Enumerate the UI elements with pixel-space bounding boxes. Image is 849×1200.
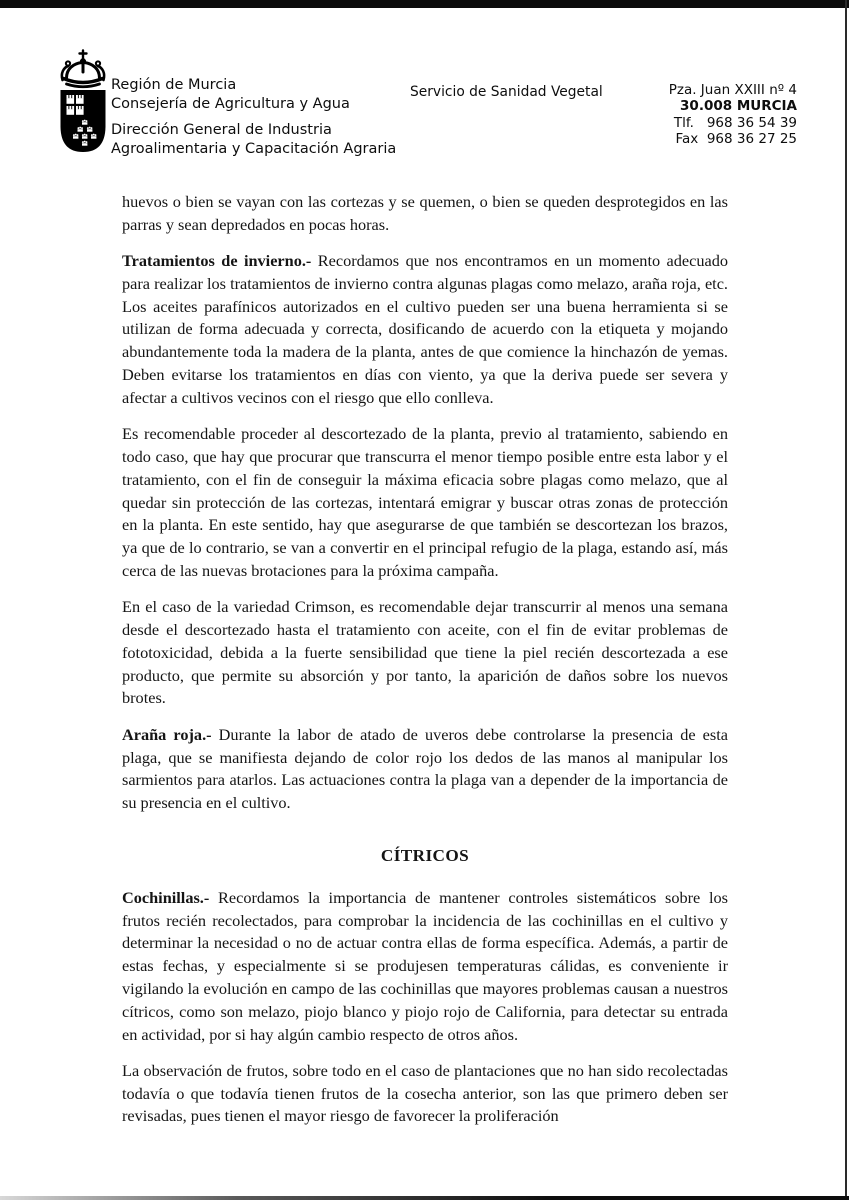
paragraph-lead: Cochinillas.- [122, 887, 210, 907]
org-consejeria-line: Consejería de Agricultura y Agua [111, 96, 350, 112]
paragraph [122, 1060, 728, 1128]
address-street: Pza. Juan XXIII nº 4 [668, 82, 797, 98]
murcia-coat-of-arms-logo [58, 49, 108, 157]
paragraph [122, 191, 728, 237]
paragraph-text: En el caso de la variedad Crimson, es recomendable dejar transcurrir al menos una semana desde el descortezado hasta el tratamiento con aceite, con el fin de evitar problemas de fototoxicidad, debida a la fuerte sensibilidad que tiene la piel recién descortezada a ese producto, que permite su absorción y por tanto, la aparición de daños sobre los nuevos brotes. [122, 597, 728, 708]
organization-block [111, 76, 396, 159]
paragraph [122, 250, 728, 410]
org-region-line: Región de Murcia [111, 77, 237, 93]
paragraph [122, 423, 728, 583]
paragraph [122, 887, 728, 1047]
org-direccion-line2: Agroalimentaria y Capacitación Agraria [111, 141, 397, 157]
paragraph-text: Es recomendable proceder al descortezado de la planta, previo al tratamiento, sabiendo en todo caso, que hay que procurar que transcurra el menor tiempo posible entre esta labor y el tratamiento, con el fin de conseguir la máxima eficacia sobre plagas como melazo, que al quedar sin protección de las cortezas, intentará emigrar y buscar otras zonas de protección en la planta. En este sentido, hay que asegurarse de que también se descortezan los brazos, ya que de lo contrario, se van a convertir en el principal refugio de la plaga, estando así, más cerca de las nuevas brotaciones para la próxima campaña. [122, 424, 728, 580]
org-direccion-line: Dirección General de Industria [111, 122, 332, 138]
paragraph-lead: Tratamientos de invierno.- [122, 251, 312, 271]
paragraph-text: huevos o bien se vayan con las cortezas y se quemen, o bien se queden desprotegidos en las parras y sean depredados en pocas horas. [122, 192, 728, 234]
scan-border-top [0, 0, 849, 8]
service-name: Servicio de Sanidad Vegetal [410, 84, 603, 100]
paragraph [122, 724, 728, 815]
address-phone: Tlf. 968 36 54 39 [673, 114, 797, 131]
section-heading: CÍTRICOS [380, 845, 470, 865]
paragraph-text: Durante la labor de atado de uveros debe controlarse la presencia de esta plaga, que se manifiesta dejando de color rojo los dedos de las manos al manipular los sarmientos para atarlos. Las actuaciones contra la plaga van a depender de la importancia de su presencia en el cultivo. [122, 724, 728, 813]
scan-border-right [845, 0, 847, 1200]
address-fax: Fax 968 36 27 25 [675, 131, 797, 148]
paragraph-lead: Araña roja.- [122, 724, 212, 744]
scan-border-bottom [0, 1196, 849, 1200]
paragraph-text: La observación de frutos, sobre todo en el caso de plantaciones que no han sido recolectadas todavía o que todavía tienen frutos de la cosecha anterior, son las que primero deben ser revisadas, pues tienen el mayor riesgo de favorecer la proliferación [122, 1060, 728, 1126]
paragraph-text: Recordamos la importancia de mantener controles sistemáticos sobre los frutos recién recolectados, para comprobar la incidencia de las cochinillas en el cultivo y determinar la necesidad o no de actuar contra ellas de forma específica. Además, a partir de estas fechas, y especialmente si se produjesen temperaturas cálidas, es conveniente ir vigilando la evolución en campo de las cochinillas que mayores problemas causan a nuestros cítricos, como son melazo, piojo blanco y piojo rojo de California, para detectar su entrada en actividad, por si hay algún cambio respecto de otros años. [122, 887, 728, 1044]
document-body [122, 191, 728, 1142]
paragraph [122, 596, 728, 710]
address-city: 30.008 MURCIA [680, 98, 797, 115]
paragraph-text: Recordamos que nos encontramos en un momento adecuado para realizar los tratamientos de invierno contra algunas plagas como melazo, araña roja, etc. Los aceites parafínicos autorizados en el cultivo pueden ser una buena herramienta si se utilizan de forma adecuada y correcta, dosificando de acuerdo con la etiqueta y mojando abundantemente toda la madera de la planta, antes de que comience la hinchazón de yemas. Deben evitarse los tratamientos en días con viento, ya que la deriva puede ser severa y afectar a cultivos vecinos con el riesgo que ello conlleva. [122, 251, 728, 407]
address-block [669, 82, 797, 148]
